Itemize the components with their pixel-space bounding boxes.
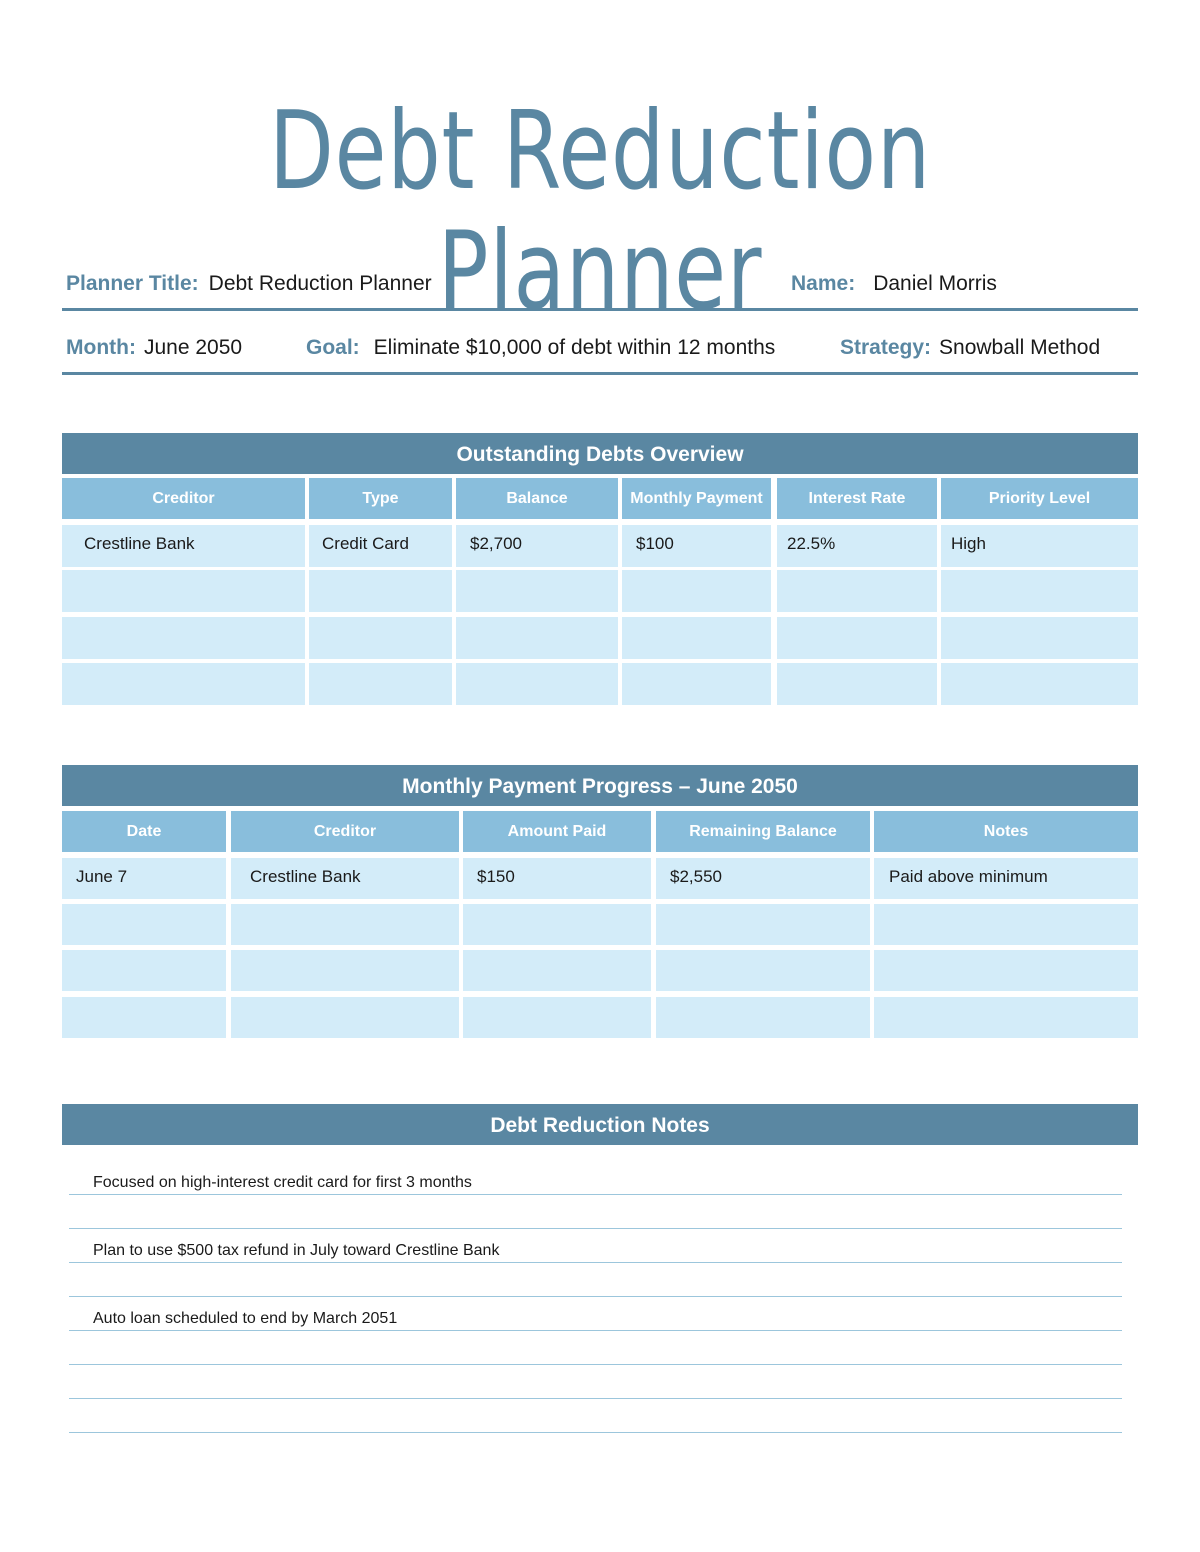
debts-cell-type[interactable]: Credit Card [309, 525, 452, 567]
name-label: Name: [791, 272, 856, 295]
debts-cell-balance[interactable]: $2,700 [456, 525, 618, 567]
debts-cell-interest-rate[interactable]: 22.5% [777, 525, 937, 567]
payments-cell-creditor[interactable] [231, 997, 459, 1038]
goal-field [306, 336, 775, 360]
strategy-label: Strategy: [840, 336, 932, 359]
debts-cell-priority-level[interactable]: High [941, 525, 1138, 567]
payments-col-creditor: Creditor [231, 811, 459, 852]
month-value: June 2050 [143, 336, 243, 359]
planner-title-value: Debt Reduction Planner [208, 272, 432, 295]
notes-heading: Debt Reduction Notes [62, 1104, 1138, 1145]
strategy-field [840, 336, 1100, 360]
debts-col-creditor: Creditor [62, 478, 305, 519]
debts-cell-type[interactable] [309, 663, 452, 705]
debts-cell-monthly-payment[interactable]: $100 [622, 525, 771, 567]
debts-cell-monthly-payment[interactable] [622, 570, 771, 612]
header-row-2 [62, 328, 1138, 375]
note-text: Focused on high-interest credit card for first 3 months [93, 1174, 472, 1191]
table-row [62, 997, 1138, 1038]
note-text: Auto loan scheduled to end by March 2051 [93, 1310, 398, 1327]
payments-cell-notes[interactable]: Paid above minimum [874, 858, 1138, 899]
debts-cell-creditor[interactable] [62, 663, 305, 705]
payments-cell-notes[interactable] [874, 904, 1138, 945]
debts-cell-type[interactable] [309, 570, 452, 612]
table-row [62, 525, 1138, 567]
payments-col-notes: Notes [874, 811, 1138, 852]
debts-col-monthly-payment: Monthly Payment [622, 478, 771, 519]
payments-cell-creditor[interactable] [231, 950, 459, 991]
debts-cell-creditor[interactable] [62, 570, 305, 612]
note-line[interactable] [69, 1398, 1122, 1433]
payments-cell-date[interactable] [62, 950, 226, 991]
payments-cell-amount-paid[interactable] [463, 950, 651, 991]
table-row [62, 904, 1138, 945]
note-line[interactable] [69, 1160, 1122, 1195]
debts-cell-creditor[interactable]: Crestline Bank [62, 525, 305, 567]
table-row [62, 570, 1138, 612]
header-row-1 [62, 264, 1138, 311]
payments-cell-amount-paid[interactable] [463, 997, 651, 1038]
debts-cell-balance[interactable] [456, 617, 618, 659]
planner-title-label: Planner Title: [66, 272, 199, 295]
payment-progress-heading: Monthly Payment Progress – June 2050 [62, 765, 1138, 806]
table-row [62, 858, 1138, 899]
note-line[interactable] [69, 1330, 1122, 1365]
payments-cell-amount-paid[interactable] [463, 904, 651, 945]
debts-cell-monthly-payment[interactable] [622, 663, 771, 705]
table-row [62, 950, 1138, 991]
planner-title-field [66, 272, 432, 296]
payments-header-row [62, 811, 1138, 852]
payments-col-amount-paid: Amount Paid [463, 811, 651, 852]
month-label: Month: [66, 336, 136, 359]
payments-cell-date[interactable] [62, 997, 226, 1038]
payments-cell-date[interactable] [62, 904, 226, 945]
debts-cell-priority-level[interactable] [941, 617, 1138, 659]
strategy-value: Snowball Method [939, 336, 1101, 359]
debts-cell-interest-rate[interactable] [777, 617, 937, 659]
note-line[interactable] [69, 1364, 1122, 1399]
payments-cell-creditor[interactable] [231, 904, 459, 945]
name-field [791, 272, 997, 296]
debts-overview-heading: Outstanding Debts Overview [62, 433, 1138, 474]
payments-cell-date[interactable]: June 7 [62, 858, 226, 899]
goal-label: Goal: [306, 336, 360, 359]
page-title: Debt Reduction Planner [268, 89, 932, 334]
payments-cell-notes[interactable] [874, 997, 1138, 1038]
name-value: Daniel Morris [873, 272, 997, 295]
note-line[interactable] [69, 1194, 1122, 1229]
debts-cell-interest-rate[interactable] [777, 570, 937, 612]
debts-col-priority-level: Priority Level [941, 478, 1138, 519]
goal-value: Eliminate $10,000 of debt within 12 months [373, 336, 776, 359]
month-field [66, 336, 242, 360]
table-row [62, 663, 1138, 705]
payments-col-date: Date [62, 811, 226, 852]
payments-col-remaining-balance: Remaining Balance [656, 811, 870, 852]
debts-cell-balance[interactable] [456, 570, 618, 612]
note-text: Plan to use $500 tax refund in July toward Crestline Bank [93, 1242, 500, 1259]
debts-col-type: Type [309, 478, 452, 519]
payments-cell-creditor[interactable]: Crestline Bank [231, 858, 459, 899]
debts-col-balance: Balance [456, 478, 618, 519]
debts-header-row [62, 478, 1138, 519]
payments-cell-remaining-balance[interactable] [656, 904, 870, 945]
note-line[interactable] [69, 1262, 1122, 1297]
debts-cell-priority-level[interactable] [941, 570, 1138, 612]
payments-cell-remaining-balance[interactable]: $2,550 [656, 858, 870, 899]
debts-col-interest-rate: Interest Rate [777, 478, 937, 519]
payments-cell-amount-paid[interactable]: $150 [463, 858, 651, 899]
note-line[interactable] [69, 1228, 1122, 1263]
debts-cell-creditor[interactable] [62, 617, 305, 659]
debts-cell-type[interactable] [309, 617, 452, 659]
debts-cell-monthly-payment[interactable] [622, 617, 771, 659]
table-row [62, 617, 1138, 659]
debts-cell-balance[interactable] [456, 663, 618, 705]
note-line[interactable] [69, 1296, 1122, 1331]
debts-cell-interest-rate[interactable] [777, 663, 937, 705]
payments-cell-notes[interactable] [874, 950, 1138, 991]
payments-cell-remaining-balance[interactable] [656, 950, 870, 991]
payments-cell-remaining-balance[interactable] [656, 997, 870, 1038]
debts-cell-priority-level[interactable] [941, 663, 1138, 705]
